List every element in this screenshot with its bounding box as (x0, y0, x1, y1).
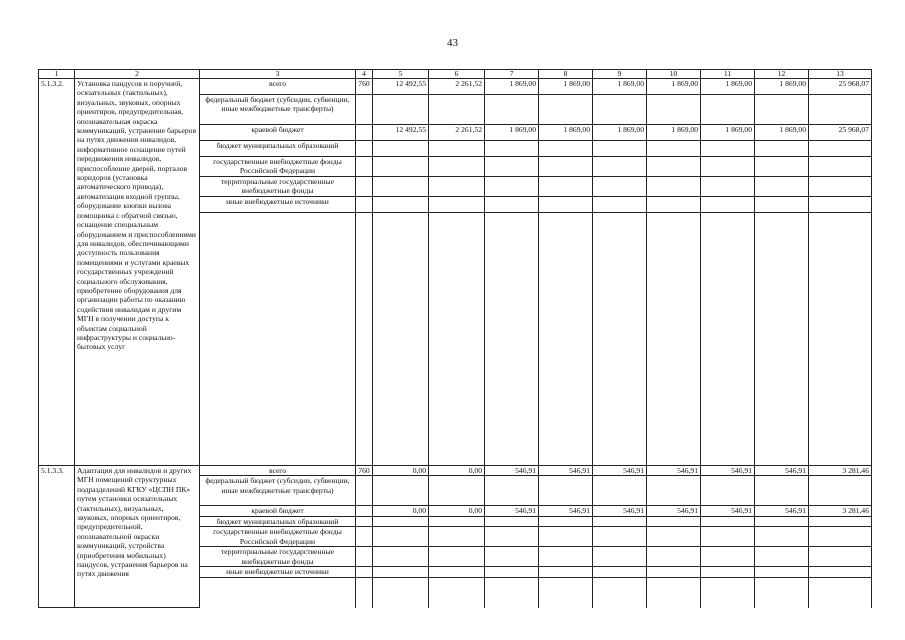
source-federal: федеральный бюджет (субсидии, субвенции, иные межбюджетные трансферты) (200, 476, 356, 506)
value-cell: 1 869,00 (701, 79, 755, 95)
source-federal: федеральный бюджет (субсидии, субвенции, иные межбюджетные трансферты) (200, 95, 356, 125)
value-cell: 1 869,00 (485, 125, 539, 141)
value-cell: 1 869,00 (485, 79, 539, 95)
source-state-funds: государственные внебюджетные фонды Российской Федерации (200, 527, 356, 547)
budget-table (38, 69, 872, 608)
value-cell: 0,00 (373, 506, 429, 516)
header-cell: 10 (647, 70, 701, 79)
value-cell: 12 492,55 (373, 79, 429, 95)
header-cell: 2 (75, 70, 200, 79)
header-cell: 7 (485, 70, 539, 79)
source-regional: краевой бюджет (200, 125, 356, 141)
value-cell: 25 968,07 (809, 79, 872, 95)
source-state-funds: государственные внебюджетные фонды Российской Федерации (200, 157, 356, 177)
header-cell: 12 (755, 70, 809, 79)
value-cell: 1 869,00 (593, 79, 647, 95)
header-cell: 6 (429, 70, 485, 79)
value-cell: 546,91 (593, 506, 647, 516)
value-cell: 1 869,00 (593, 125, 647, 141)
header-cell: 11 (701, 70, 755, 79)
value-cell: 1 869,00 (755, 79, 809, 95)
source-other: иные внебюджетные источники (200, 197, 356, 213)
value-cell: 0,00 (429, 506, 485, 516)
value-cell: 1 869,00 (539, 125, 593, 141)
value-cell: 3 281,46 (809, 506, 872, 516)
source-total: всего (200, 79, 356, 95)
source-territorial-funds: территориальные государственные внебюджетные фонды (200, 547, 356, 567)
value-cell: 1 869,00 (539, 79, 593, 95)
value-cell: 1 869,00 (755, 125, 809, 141)
value-cell: 546,91 (701, 506, 755, 516)
value-cell: 546,91 (485, 506, 539, 516)
row-description: Адаптация для инвалидов и других МГН помещений структурных подразделений КГКУ «ЦСПН ПК» путем установки осязательных (тактильных), визуальных, звуковых, опорных ориентиров, предупредительной, опознавательной окраски коммуникаций, устройства (приобретения мобильных) пандусов, устранения барьеров на путях движения (75, 466, 200, 608)
row-description: Установка пандусов и поручней, осязательных (тактильных), визуальных, звуковых, опорных ориентиров, предупредительная, опознавательная окраска коммуникаций, устранение барьеров на путях движения инвалидов, информативное оснащение путей передвижения инвалидов, приспособление дверей, порталов коридоров (установка автоматического привода), автоматизация входной группы, оборудование кнопки вызова помощника с обратной связью, оснащение специальным оборудованием и приспособлениями для инвалидов, обеспечивающими доступность пользования помещениями и услугами краевых государственных учреждений социального обслуживания, приобретение оборудования для организации работы по оказанию содействия инвалидам и другим МГН в получении доступа к объектам социальной инфраструктуры и социально-бытовых услуг (75, 79, 200, 466)
source-total: всего (200, 466, 356, 476)
value-cell: 546,91 (593, 466, 647, 476)
value-cell: 546,91 (539, 506, 593, 516)
header-cell: 8 (539, 70, 593, 79)
value-cell: 2 261,52 (429, 79, 485, 95)
header-cell: 13 (809, 70, 872, 79)
value-cell: 0,00 (373, 466, 429, 476)
source-municipal: бюджет муниципальных образований (200, 141, 356, 157)
header-cell: 4 (356, 70, 373, 79)
header-cell: 3 (200, 70, 356, 79)
value-cell: 546,91 (755, 506, 809, 516)
source-territorial-funds: территориальные государственные внебюджетные фонды (200, 177, 356, 197)
header-cell: 1 (39, 70, 75, 79)
source-municipal: бюджет муниципальных образований (200, 516, 356, 526)
header-cell: 5 (373, 70, 429, 79)
value-cell: 546,91 (647, 466, 701, 476)
value-cell: 2 261,52 (429, 125, 485, 141)
header-cell: 9 (593, 70, 647, 79)
value-cell: 546,91 (485, 466, 539, 476)
value-cell: 3 281,46 (809, 466, 872, 476)
col4-value: 760 (356, 79, 373, 95)
value-cell: 1 869,00 (647, 79, 701, 95)
value-cell: 546,91 (701, 466, 755, 476)
page-number: 43 (447, 37, 458, 49)
value-cell: 0,00 (429, 466, 485, 476)
table-row (39, 466, 872, 476)
value-cell: 546,91 (755, 466, 809, 476)
source-other: иные внебюджетные источники (200, 567, 356, 577)
value-cell: 546,91 (539, 466, 593, 476)
value-cell: 546,91 (647, 506, 701, 516)
header-row (39, 70, 872, 79)
value-cell: 25 968,07 (809, 125, 872, 141)
row-code: 5.1.3.3. (39, 466, 75, 608)
value-cell: 12 492,55 (373, 125, 429, 141)
source-regional: краевой бюджет (200, 506, 356, 516)
col4-value: 760 (356, 466, 373, 476)
value-cell: 1 869,00 (701, 125, 755, 141)
row-code: 5.1.3.2. (39, 79, 75, 466)
value-cell: 1 869,00 (647, 125, 701, 141)
table-row (39, 79, 872, 95)
